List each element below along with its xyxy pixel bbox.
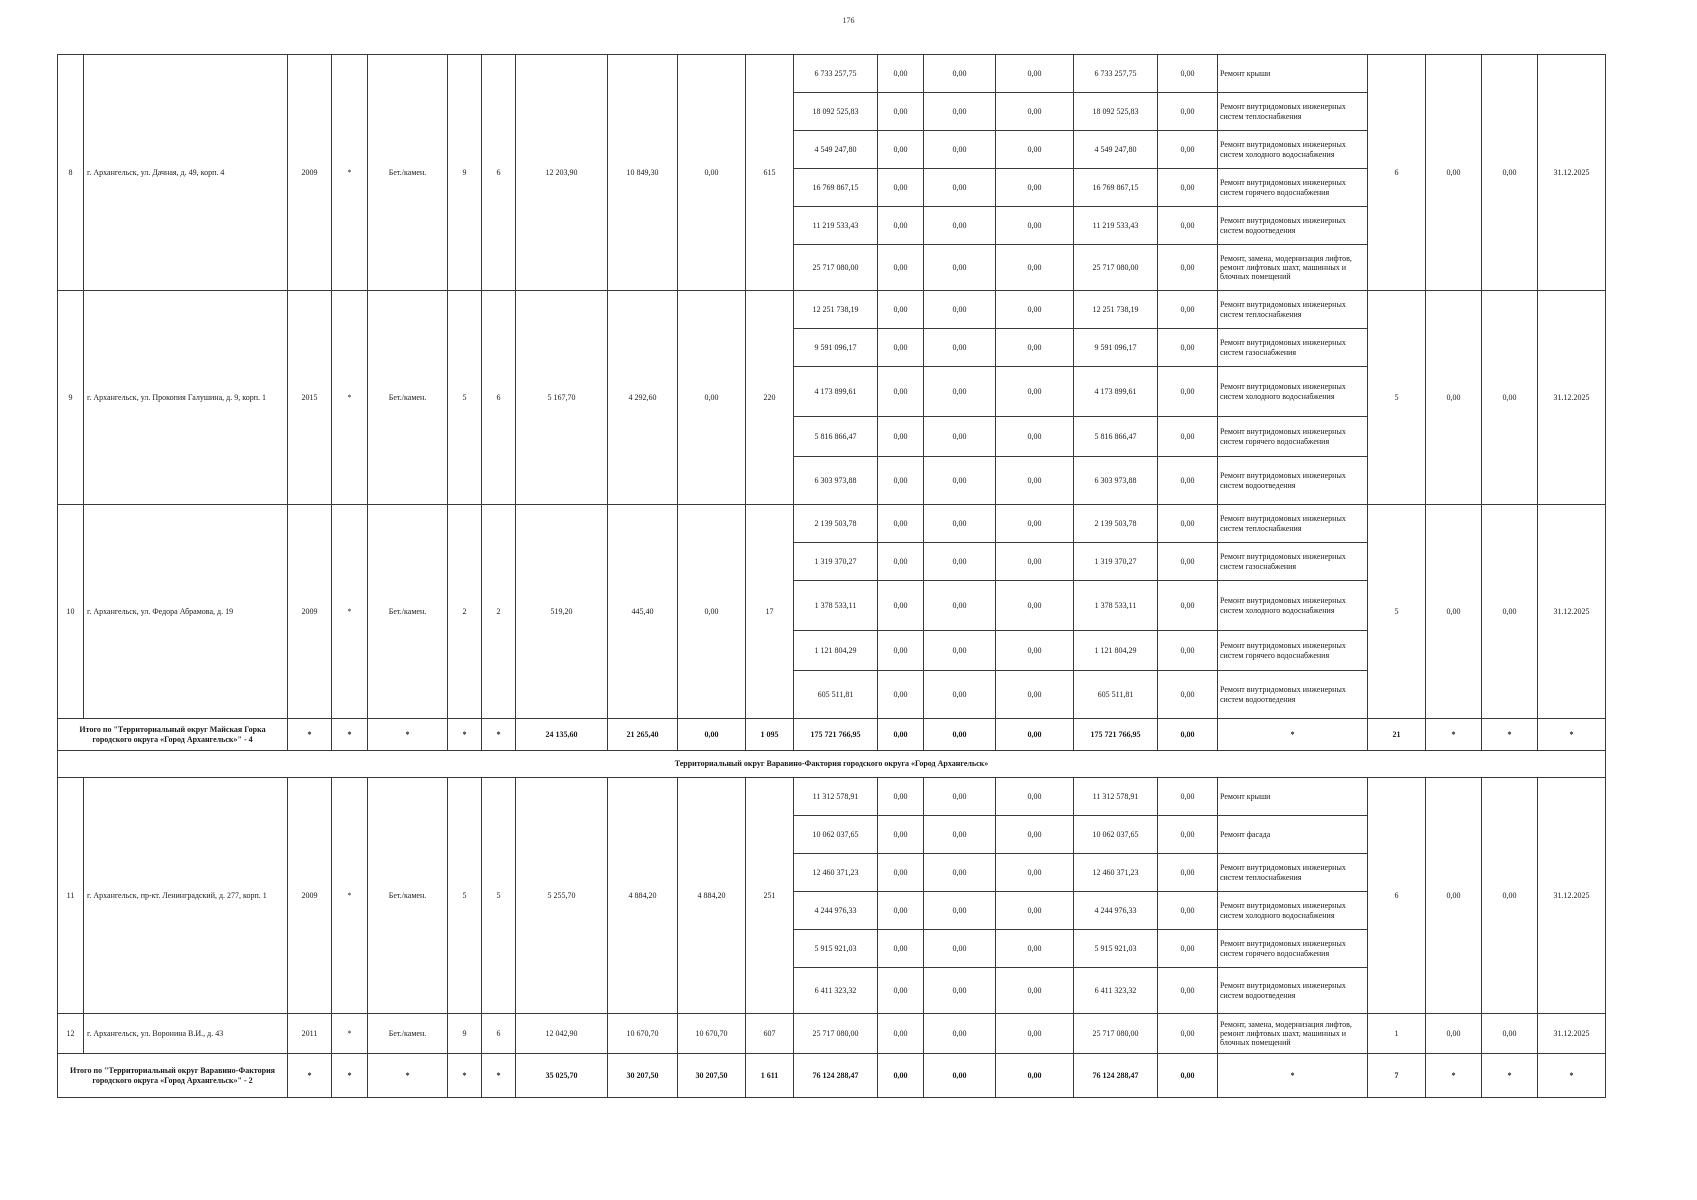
owner-funds: 5 915 921,03 [1074, 930, 1158, 968]
work-type: Ремонт внутридомовых инженерных систем холодного водоснабжения [1218, 892, 1368, 930]
owner-funds: 6 733 257,75 [1074, 55, 1158, 93]
work-cost: 605 511,81 [794, 671, 878, 719]
col-b: 0,00 [1482, 505, 1538, 719]
total-cell: * [482, 1054, 516, 1098]
fund-cell: 0,00 [1158, 854, 1218, 892]
fund-cell: 0,00 [924, 778, 996, 816]
work-type: Ремонт внутридомовых инженерных систем теплоснабжения [1218, 854, 1368, 892]
nonresidential-area: 10 670,70 [678, 1014, 746, 1054]
fund-cell: 0,00 [924, 457, 996, 505]
wall-material: Бет./камен. [368, 778, 448, 1014]
entrances-count: 5 [482, 778, 516, 1014]
house-address: г. Архангельск, ул. Дачная, д. 49, корп. 4 [84, 55, 288, 291]
deadline-date: 31.12.2025 [1538, 505, 1606, 719]
fund-cell: 0,00 [924, 1014, 996, 1054]
fund-cell: 0,00 [1158, 169, 1218, 207]
district-header-row [58, 751, 1606, 778]
work-cost: 16 769 867,15 [794, 169, 878, 207]
fund-cell: 0,00 [878, 55, 924, 93]
fund-cell: 0,00 [996, 367, 1074, 417]
wall-material: Бет./камен. [368, 1014, 448, 1054]
wall-material: Бет./камен. [368, 55, 448, 291]
units-count: 1 [1368, 1014, 1426, 1054]
total-cell: 0,00 [924, 1054, 996, 1098]
work-type: Ремонт внутридомовых инженерных систем водоотведения [1218, 207, 1368, 245]
fund-cell: 0,00 [996, 55, 1074, 93]
fund-cell: 0,00 [996, 816, 1074, 854]
owner-funds: 6 411 323,32 [1074, 968, 1158, 1014]
fund-cell: 0,00 [924, 291, 996, 329]
fund-cell: 0,00 [924, 207, 996, 245]
owner-funds: 11 312 578,91 [1074, 778, 1158, 816]
nonresidential-area: 0,00 [678, 291, 746, 505]
deadline-date: 31.12.2025 [1538, 291, 1606, 505]
total-cell: 35 025,70 [516, 1054, 608, 1098]
fund-cell: 0,00 [1158, 778, 1218, 816]
fund-cell: 0,00 [1158, 93, 1218, 131]
table-row [58, 505, 1606, 543]
work-type: Ремонт внутридомовых инженерных систем холодного водоснабжения [1218, 367, 1368, 417]
work-cost: 25 717 080,00 [794, 245, 878, 291]
total-cell: * [448, 719, 482, 751]
work-type: Ремонт внутридомовых инженерных систем горячего водоснабжения [1218, 169, 1368, 207]
col-a: 0,00 [1426, 1014, 1482, 1054]
total-cell: * [1538, 1054, 1606, 1098]
fund-cell: 0,00 [924, 631, 996, 671]
owner-funds: 12 251 738,19 [1074, 291, 1158, 329]
house-number: 11 [58, 778, 84, 1014]
fund-cell: 0,00 [996, 854, 1074, 892]
fund-cell: 0,00 [878, 417, 924, 457]
house-address: г. Архангельск, ул. Прокопия Галушина, д. 9, корп. 1 [84, 291, 288, 505]
fund-cell: 0,00 [1158, 291, 1218, 329]
work-cost: 4 173 899,61 [794, 367, 878, 417]
fund-cell: 0,00 [1158, 631, 1218, 671]
work-type: Ремонт внутридомовых инженерных систем холодного водоснабжения [1218, 131, 1368, 169]
total-cell: * [332, 1054, 368, 1098]
deadline-date: 31.12.2025 [1538, 1014, 1606, 1054]
owner-funds: 12 460 371,23 [1074, 854, 1158, 892]
col-b: 0,00 [1482, 55, 1538, 291]
page-number: 176 [842, 16, 855, 25]
fund-cell: 0,00 [996, 291, 1074, 329]
work-type: Ремонт крыши [1218, 55, 1368, 93]
build-year: 2009 [288, 505, 332, 719]
col-b: 0,00 [1482, 1014, 1538, 1054]
total-area: 5 255,70 [516, 778, 608, 1014]
total-cell: * [448, 1054, 482, 1098]
fund-cell: 0,00 [924, 968, 996, 1014]
nonresidential-area: 4 884,20 [678, 778, 746, 1014]
work-cost: 6 303 973,88 [794, 457, 878, 505]
total-cell: 24 135,60 [516, 719, 608, 751]
mark-cell: * [332, 505, 368, 719]
units-count: 6 [1368, 55, 1426, 291]
fund-cell: 0,00 [878, 892, 924, 930]
living-area: 10 670,70 [608, 1014, 678, 1054]
fund-cell: 0,00 [996, 778, 1074, 816]
total-cell: * [1482, 719, 1538, 751]
fund-cell: 0,00 [924, 505, 996, 543]
fund-cell: 0,00 [1158, 543, 1218, 581]
living-area: 4 884,20 [608, 778, 678, 1014]
floors-count: 9 [448, 55, 482, 291]
fund-cell: 0,00 [1158, 207, 1218, 245]
total-row [58, 1054, 1606, 1098]
fund-cell: 0,00 [1158, 930, 1218, 968]
fund-cell: 0,00 [878, 968, 924, 1014]
wall-material: Бет./камен. [368, 291, 448, 505]
total-cell: * [288, 1054, 332, 1098]
fund-cell: 0,00 [1158, 417, 1218, 457]
total-cell: 175 721 766,95 [794, 719, 878, 751]
fund-cell: 0,00 [996, 543, 1074, 581]
owner-funds: 1 378 533,11 [1074, 581, 1158, 631]
fund-cell: 0,00 [1158, 816, 1218, 854]
total-cell: * [288, 719, 332, 751]
fund-cell: 0,00 [878, 543, 924, 581]
mark-cell: * [332, 1014, 368, 1054]
table-row [58, 55, 1606, 93]
residents-count: 607 [746, 1014, 794, 1054]
fund-cell: 0,00 [878, 93, 924, 131]
deadline-date: 31.12.2025 [1538, 778, 1606, 1014]
fund-cell: 0,00 [1158, 55, 1218, 93]
fund-cell: 0,00 [924, 55, 996, 93]
total-cell: * [482, 719, 516, 751]
total-cell: 1 095 [746, 719, 794, 751]
deadline-date: 31.12.2025 [1538, 55, 1606, 291]
fund-cell: 0,00 [996, 892, 1074, 930]
fund-cell: 0,00 [924, 816, 996, 854]
mark-cell: * [332, 55, 368, 291]
fund-cell: 0,00 [996, 581, 1074, 631]
work-cost: 10 062 037,65 [794, 816, 878, 854]
work-cost: 11 219 533,43 [794, 207, 878, 245]
work-type: Ремонт внутридомовых инженерных систем водоотведения [1218, 968, 1368, 1014]
work-cost: 25 717 080,00 [794, 1014, 878, 1054]
fund-cell: 0,00 [924, 417, 996, 457]
work-cost: 5 816 866,47 [794, 417, 878, 457]
fund-cell: 0,00 [996, 329, 1074, 367]
owner-funds: 11 219 533,43 [1074, 207, 1158, 245]
residents-count: 251 [746, 778, 794, 1014]
fund-cell: 0,00 [1158, 131, 1218, 169]
fund-cell: 0,00 [1158, 892, 1218, 930]
fund-cell: 0,00 [1158, 245, 1218, 291]
fund-cell: 0,00 [996, 671, 1074, 719]
house-address: г. Архангельск, ул. Федора Абрамова, д. 19 [84, 505, 288, 719]
total-row [58, 719, 1606, 751]
total-area: 12 203,90 [516, 55, 608, 291]
owner-funds: 18 092 525,83 [1074, 93, 1158, 131]
residents-count: 17 [746, 505, 794, 719]
work-cost: 5 915 921,03 [794, 930, 878, 968]
work-cost: 9 591 096,17 [794, 329, 878, 367]
work-cost: 6 733 257,75 [794, 55, 878, 93]
owner-funds: 16 769 867,15 [1074, 169, 1158, 207]
fund-cell: 0,00 [878, 291, 924, 329]
work-type: Ремонт крыши [1218, 778, 1368, 816]
fund-cell: 0,00 [924, 93, 996, 131]
fund-cell: 0,00 [996, 457, 1074, 505]
col-a: 0,00 [1426, 778, 1482, 1014]
wall-material: Бет./камен. [368, 505, 448, 719]
work-cost: 1 121 804,29 [794, 631, 878, 671]
living-area: 4 292,60 [608, 291, 678, 505]
total-cell: 21 265,40 [608, 719, 678, 751]
house-address: г. Архангельск, ул. Воронина В.И., д. 43 [84, 1014, 288, 1054]
total-cell: * [1426, 719, 1482, 751]
work-type: Ремонт внутридомовых инженерных систем водоотведения [1218, 671, 1368, 719]
work-cost: 12 251 738,19 [794, 291, 878, 329]
fund-cell: 0,00 [924, 245, 996, 291]
work-cost: 1 378 533,11 [794, 581, 878, 631]
fund-cell: 0,00 [924, 131, 996, 169]
owner-funds: 2 139 503,78 [1074, 505, 1158, 543]
units-count: 6 [1368, 778, 1426, 1014]
fund-cell: 0,00 [996, 968, 1074, 1014]
fund-cell: 0,00 [878, 245, 924, 291]
fund-cell: 0,00 [1158, 581, 1218, 631]
work-type: Ремонт внутридомовых инженерных систем теплоснабжения [1218, 291, 1368, 329]
work-cost: 4 549 247,80 [794, 131, 878, 169]
fund-cell: 0,00 [878, 207, 924, 245]
work-cost: 1 319 370,27 [794, 543, 878, 581]
work-type: Ремонт, замена, модернизация лифтов, ремонт лифтовых шахт, машинных и блочных помещений [1218, 1014, 1368, 1054]
table-row [58, 778, 1606, 816]
build-year: 2009 [288, 55, 332, 291]
col-b: 0,00 [1482, 291, 1538, 505]
house-number: 8 [58, 55, 84, 291]
fund-cell: 0,00 [878, 854, 924, 892]
fund-cell: 0,00 [996, 930, 1074, 968]
fund-cell: 0,00 [996, 131, 1074, 169]
fund-cell: 0,00 [924, 854, 996, 892]
owner-funds: 25 717 080,00 [1074, 245, 1158, 291]
owner-funds: 6 303 973,88 [1074, 457, 1158, 505]
total-label: Итого по "Территориальный округ Майская Горка городского округа «Город Архангельск»" - 4 [58, 719, 288, 751]
floors-count: 5 [448, 778, 482, 1014]
total-cell: 0,00 [996, 719, 1074, 751]
fund-cell: 0,00 [878, 671, 924, 719]
house-number: 12 [58, 1014, 84, 1054]
fund-cell: 0,00 [878, 131, 924, 169]
total-cell: * [368, 719, 448, 751]
total-cell: 21 [1368, 719, 1426, 751]
work-type: Ремонт внутридомовых инженерных систем газоснабжения [1218, 329, 1368, 367]
fund-cell: 0,00 [996, 245, 1074, 291]
fund-cell: 0,00 [878, 581, 924, 631]
work-cost: 12 460 371,23 [794, 854, 878, 892]
fund-cell: 0,00 [924, 329, 996, 367]
total-cell: 0,00 [1158, 719, 1218, 751]
fund-cell: 0,00 [924, 892, 996, 930]
owner-funds: 605 511,81 [1074, 671, 1158, 719]
residents-count: 220 [746, 291, 794, 505]
total-label: Итого по "Территориальный округ Варавино-Фактория городского округа «Город Архангельск»" - 2 [58, 1054, 288, 1098]
total-cell: * [332, 719, 368, 751]
fund-cell: 0,00 [878, 505, 924, 543]
total-cell: 0,00 [678, 719, 746, 751]
col-a: 0,00 [1426, 55, 1482, 291]
entrances-count: 6 [482, 291, 516, 505]
build-year: 2011 [288, 1014, 332, 1054]
total-cell: * [1538, 719, 1606, 751]
work-type: Ремонт внутридомовых инженерных систем водоотведения [1218, 457, 1368, 505]
owner-funds: 4 173 899,61 [1074, 367, 1158, 417]
fund-cell: 0,00 [996, 631, 1074, 671]
fund-cell: 0,00 [924, 169, 996, 207]
total-cell: 7 [1368, 1054, 1426, 1098]
owner-funds: 25 717 080,00 [1074, 1014, 1158, 1054]
fund-cell: 0,00 [924, 543, 996, 581]
mark-cell: * [332, 778, 368, 1014]
units-count: 5 [1368, 505, 1426, 719]
total-cell: 30 207,50 [608, 1054, 678, 1098]
table-row [58, 291, 1606, 329]
owner-funds: 4 244 976,33 [1074, 892, 1158, 930]
work-type: Ремонт внутридомовых инженерных систем горячего водоснабжения [1218, 631, 1368, 671]
fund-cell: 0,00 [878, 930, 924, 968]
work-cost: 2 139 503,78 [794, 505, 878, 543]
col-a: 0,00 [1426, 291, 1482, 505]
work-type: Ремонт внутридомовых инженерных систем теплоснабжения [1218, 93, 1368, 131]
owner-funds: 1 121 804,29 [1074, 631, 1158, 671]
total-cell: 30 207,50 [678, 1054, 746, 1098]
total-cell: 0,00 [996, 1054, 1074, 1098]
total-cell: 76 124 288,47 [794, 1054, 878, 1098]
floors-count: 9 [448, 1014, 482, 1054]
district-title: Территориальный округ Варавино-Фактория городского округа «Город Архангельск» [58, 751, 1606, 778]
build-year: 2015 [288, 291, 332, 505]
owner-funds: 10 062 037,65 [1074, 816, 1158, 854]
work-type: Ремонт внутридомовых инженерных систем горячего водоснабжения [1218, 417, 1368, 457]
total-cell: * [1426, 1054, 1482, 1098]
work-type: Ремонт внутридомовых инженерных систем горячего водоснабжения [1218, 930, 1368, 968]
owner-funds: 1 319 370,27 [1074, 543, 1158, 581]
fund-cell: 0,00 [996, 1014, 1074, 1054]
total-area: 519,20 [516, 505, 608, 719]
total-cell: 76 124 288,47 [1074, 1054, 1158, 1098]
fund-cell: 0,00 [996, 169, 1074, 207]
work-cost: 6 411 323,32 [794, 968, 878, 1014]
nonresidential-area: 0,00 [678, 505, 746, 719]
fund-cell: 0,00 [1158, 329, 1218, 367]
table-row [58, 1014, 1606, 1054]
entrances-count: 2 [482, 505, 516, 719]
fund-cell: 0,00 [878, 631, 924, 671]
fund-cell: 0,00 [878, 1014, 924, 1054]
owner-funds: 5 816 866,47 [1074, 417, 1158, 457]
total-cell: 0,00 [924, 719, 996, 751]
work-cost: 18 092 525,83 [794, 93, 878, 131]
work-type: Ремонт, замена, модернизация лифтов, ремонт лифтовых шахт, машинных и блочных помещений [1218, 245, 1368, 291]
work-cost: 4 244 976,33 [794, 892, 878, 930]
entrances-count: 6 [482, 55, 516, 291]
living-area: 445,40 [608, 505, 678, 719]
nonresidential-area: 0,00 [678, 55, 746, 291]
fund-cell: 0,00 [878, 169, 924, 207]
fund-cell: 0,00 [1158, 457, 1218, 505]
fund-cell: 0,00 [878, 778, 924, 816]
total-cell: * [1218, 1054, 1368, 1098]
units-count: 5 [1368, 291, 1426, 505]
total-cell: * [1482, 1054, 1538, 1098]
total-area: 12 042,90 [516, 1014, 608, 1054]
register-sheet [57, 54, 1605, 1098]
col-b: 0,00 [1482, 778, 1538, 1014]
col-a: 0,00 [1426, 505, 1482, 719]
fund-cell: 0,00 [1158, 505, 1218, 543]
fund-cell: 0,00 [924, 581, 996, 631]
fund-cell: 0,00 [878, 457, 924, 505]
fund-cell: 0,00 [878, 816, 924, 854]
work-type: Ремонт фасада [1218, 816, 1368, 854]
fund-cell: 0,00 [1158, 1014, 1218, 1054]
entrances-count: 6 [482, 1014, 516, 1054]
fund-cell: 0,00 [1158, 671, 1218, 719]
build-year: 2009 [288, 778, 332, 1014]
fund-cell: 0,00 [878, 329, 924, 367]
fund-cell: 0,00 [924, 930, 996, 968]
total-cell: 0,00 [878, 719, 924, 751]
total-cell: 1 611 [746, 1054, 794, 1098]
work-type: Ремонт внутридомовых инженерных систем теплоснабжения [1218, 505, 1368, 543]
work-type: Ремонт внутридомовых инженерных систем газоснабжения [1218, 543, 1368, 581]
fund-cell: 0,00 [1158, 968, 1218, 1014]
fund-cell: 0,00 [878, 367, 924, 417]
total-cell: * [1218, 719, 1368, 751]
floors-count: 5 [448, 291, 482, 505]
fund-cell: 0,00 [1158, 367, 1218, 417]
house-number: 10 [58, 505, 84, 719]
house-address: г. Архангельск, пр-кт. Ленинградский, д. 277, корп. 1 [84, 778, 288, 1014]
residents-count: 615 [746, 55, 794, 291]
floors-count: 2 [448, 505, 482, 719]
fund-cell: 0,00 [924, 367, 996, 417]
house-number: 9 [58, 291, 84, 505]
fund-cell: 0,00 [924, 671, 996, 719]
fund-cell: 0,00 [996, 93, 1074, 131]
owner-funds: 4 549 247,80 [1074, 131, 1158, 169]
owner-funds: 9 591 096,17 [1074, 329, 1158, 367]
fund-cell: 0,00 [996, 417, 1074, 457]
total-cell: 175 721 766,95 [1074, 719, 1158, 751]
work-cost: 11 312 578,91 [794, 778, 878, 816]
fund-cell: 0,00 [996, 505, 1074, 543]
total-cell: 0,00 [878, 1054, 924, 1098]
total-cell: 0,00 [1158, 1054, 1218, 1098]
total-area: 5 167,70 [516, 291, 608, 505]
mark-cell: * [332, 291, 368, 505]
work-type: Ремонт внутридомовых инженерных систем холодного водоснабжения [1218, 581, 1368, 631]
fund-cell: 0,00 [996, 207, 1074, 245]
repair-program-table [57, 54, 1606, 1098]
living-area: 10 849,30 [608, 55, 678, 291]
total-cell: * [368, 1054, 448, 1098]
